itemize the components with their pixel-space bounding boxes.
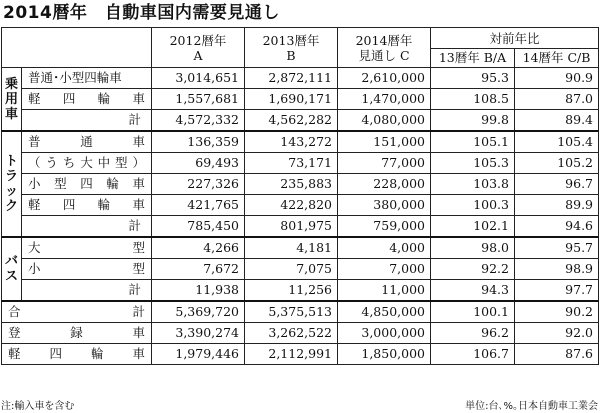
table-row xyxy=(2,344,599,365)
footnote: 注:輸入車を含む xyxy=(1,401,75,412)
row-label-text xyxy=(8,323,145,343)
cell-2012: 5,369,720 xyxy=(152,301,245,323)
row-label-text xyxy=(28,238,145,258)
cell-ratio-13: 100.3 xyxy=(431,195,515,216)
table-row xyxy=(2,131,599,153)
row-label-text xyxy=(28,195,145,215)
cell-2014: 380,000 xyxy=(338,195,431,216)
row-label xyxy=(2,301,152,323)
cell-ratio-14: 90.2 xyxy=(515,301,599,323)
cell-2013: 11,256 xyxy=(245,280,338,302)
table-row xyxy=(2,153,599,174)
cell-ratio-13: 102.1 xyxy=(431,216,515,238)
row-label-char: 大 xyxy=(80,155,93,170)
table-row xyxy=(2,216,599,238)
table-row xyxy=(2,89,599,110)
cell-ratio-14: 87.6 xyxy=(515,344,599,365)
cell-2013: 801,975 xyxy=(245,216,338,238)
row-label-char: 四 xyxy=(80,176,93,191)
cell-2012: 421,765 xyxy=(152,195,245,216)
header-row xyxy=(2,28,599,49)
cell-2013: 2,112,991 xyxy=(245,344,338,365)
row-label xyxy=(22,89,152,110)
cell-2014: 1,470,000 xyxy=(338,89,431,110)
row-label-char: ） xyxy=(132,155,145,170)
cell-2013: 143,272 xyxy=(245,131,338,153)
table-row xyxy=(2,68,599,89)
row-label-text xyxy=(28,174,145,194)
cell-ratio-14: 98.9 xyxy=(515,259,599,280)
cell-2013: 2,872,111 xyxy=(245,68,338,89)
row-label-char: 計 xyxy=(132,304,145,319)
cell-2014: 2,610,000 xyxy=(338,68,431,89)
cell-ratio-13: 96.2 xyxy=(431,323,515,344)
cell-ratio-13: 106.7 xyxy=(431,344,515,365)
table-row xyxy=(2,237,599,259)
cell-2012: 11,938 xyxy=(152,280,245,302)
cell-2014: 151,000 xyxy=(338,131,431,153)
cell-2014: 1,850,000 xyxy=(338,344,431,365)
header-ratio-13: 13暦年 B/A xyxy=(431,49,515,68)
table-row xyxy=(2,301,599,323)
cell-2013: 4,181 xyxy=(245,237,338,259)
cell-2012: 1,979,446 xyxy=(152,344,245,365)
row-label-char: 型 xyxy=(115,155,128,170)
header-2013-line2: B xyxy=(286,47,296,63)
header-2012-line1: 2012暦年 xyxy=(169,32,227,48)
cell-2012: 3,014,651 xyxy=(152,68,245,89)
cell-2012: 4,266 xyxy=(152,237,245,259)
unit-source: 単位:台､%｡日本自動車工業会 xyxy=(465,401,598,412)
row-label xyxy=(22,195,152,216)
cell-ratio-14: 89.9 xyxy=(515,195,599,216)
cell-2012: 7,672 xyxy=(152,259,245,280)
header-ratio-14: 14暦年 C/B xyxy=(515,49,599,68)
row-label: 計 xyxy=(22,110,152,132)
cell-2012: 136,359 xyxy=(152,131,245,153)
row-label: 計 xyxy=(22,216,152,238)
cell-ratio-13: 108.5 xyxy=(431,89,515,110)
row-label-char: 軽 xyxy=(28,197,41,212)
header-2014-line1: 2014暦年 xyxy=(355,32,413,48)
cell-ratio-13: 95.3 xyxy=(431,68,515,89)
row-label-char: 軽 xyxy=(28,91,41,106)
cell-2014: 7,000 xyxy=(338,259,431,280)
cell-2014: 4,000 xyxy=(338,237,431,259)
row-label-char: 車 xyxy=(132,91,145,106)
cell-ratio-14: 105.4 xyxy=(515,131,599,153)
cell-2012: 1,557,681 xyxy=(152,89,245,110)
cell-2013: 3,262,522 xyxy=(245,323,338,344)
row-label xyxy=(22,174,152,195)
cell-2013: 4,562,282 xyxy=(245,110,338,132)
cell-ratio-14: 89.4 xyxy=(515,110,599,132)
row-label-text xyxy=(8,344,145,364)
cell-2013: 73,171 xyxy=(245,153,338,174)
group-passenger: 乗用車 xyxy=(2,68,22,132)
cell-2012: 69,493 xyxy=(152,153,245,174)
cell-2012: 227,326 xyxy=(152,174,245,195)
cell-ratio-14: 96.7 xyxy=(515,174,599,195)
cell-ratio-14: 90.9 xyxy=(515,68,599,89)
row-label-char: 小 xyxy=(28,261,41,276)
row-label xyxy=(2,344,152,365)
row-label xyxy=(22,131,152,153)
cell-2014: 4,850,000 xyxy=(338,301,431,323)
cell-2013: 422,820 xyxy=(245,195,338,216)
table-row xyxy=(2,323,599,344)
row-label-char: 車 xyxy=(132,134,145,149)
row-label-char: ち xyxy=(62,155,76,170)
row-label-char: 録 xyxy=(70,325,83,340)
header-2013 xyxy=(245,28,338,68)
row-label-char: 輪 xyxy=(90,346,104,361)
cell-2013: 1,690,171 xyxy=(245,89,338,110)
header-2014-line2: 見通し C xyxy=(358,47,410,63)
row-label-char: 中 xyxy=(97,155,111,170)
cell-ratio-14: 105.2 xyxy=(515,153,599,174)
row-label-char: （ xyxy=(28,155,41,170)
cell-2012: 4,572,332 xyxy=(152,110,245,132)
row-label-char: 四 xyxy=(62,91,76,106)
header-corner xyxy=(2,28,152,68)
cell-ratio-13: 105.1 xyxy=(431,131,515,153)
table-row xyxy=(2,195,599,216)
cell-2014: 3,000,000 xyxy=(338,323,431,344)
cell-2014: 759,000 xyxy=(338,216,431,238)
row-label-text xyxy=(28,132,145,152)
row-label-text xyxy=(28,259,145,279)
row-label-char: う xyxy=(45,155,58,170)
cell-ratio-14: 92.0 xyxy=(515,323,599,344)
cell-ratio-13: 105.3 xyxy=(431,153,515,174)
header-2014 xyxy=(338,28,431,68)
row-label xyxy=(22,259,152,280)
cell-ratio-13: 103.8 xyxy=(431,174,515,195)
row-label-char: 輪 xyxy=(97,197,111,212)
cell-ratio-13: 92.2 xyxy=(431,259,515,280)
row-label-text xyxy=(28,153,145,173)
row-label-char: 通 xyxy=(80,134,93,149)
row-label-char: 型 xyxy=(54,176,67,191)
cell-ratio-13: 98.0 xyxy=(431,237,515,259)
cell-ratio-14: 94.6 xyxy=(515,216,599,238)
row-label xyxy=(22,237,152,259)
row-label-char: 普 xyxy=(28,134,41,149)
cell-2012: 785,450 xyxy=(152,216,245,238)
cell-2014: 77,000 xyxy=(338,153,431,174)
header-2013-line1: 2013暦年 xyxy=(262,32,320,48)
row-label: 計 xyxy=(22,280,152,302)
row-label-char: 車 xyxy=(132,197,145,212)
row-label xyxy=(22,153,152,174)
cell-ratio-13: 100.1 xyxy=(431,301,515,323)
header-2012-line2: A xyxy=(193,47,203,63)
header-ratio-group: 対前年比 xyxy=(431,28,599,49)
cell-2014: 4,080,000 xyxy=(338,110,431,132)
cell-2014: 228,000 xyxy=(338,174,431,195)
row-label-char: 登 xyxy=(8,325,21,340)
cell-ratio-14: 87.0 xyxy=(515,89,599,110)
header-2012 xyxy=(152,28,245,68)
row-label-char: 輪 xyxy=(106,176,119,191)
row-label-char: 四 xyxy=(49,346,62,361)
row-label-char: 車 xyxy=(132,346,145,361)
row-label-text xyxy=(28,89,145,109)
row-label-char: 車 xyxy=(132,176,145,191)
row-label-char: 小 xyxy=(28,176,41,191)
row-label-text xyxy=(8,302,145,322)
table-row xyxy=(2,259,599,280)
cell-2013: 5,375,513 xyxy=(245,301,338,323)
row-label-char: 型 xyxy=(132,261,145,276)
cell-2013: 235,883 xyxy=(245,174,338,195)
cell-ratio-14: 95.7 xyxy=(515,237,599,259)
row-label xyxy=(2,323,152,344)
group-bus: バス xyxy=(2,237,22,301)
row-label-char: 車 xyxy=(132,325,145,340)
row-label: 普通･小型四輪車 xyxy=(22,68,152,89)
cell-2012: 3,390,274 xyxy=(152,323,245,344)
cell-2013: 7,075 xyxy=(245,259,338,280)
group-truck: トラック xyxy=(2,131,22,237)
cell-ratio-13: 94.3 xyxy=(431,280,515,302)
demand-table xyxy=(1,27,599,365)
row-label-char: 軽 xyxy=(8,346,21,361)
page-title: 2014暦年 自動車国内需要見通し xyxy=(3,3,280,23)
cell-2014: 11,000 xyxy=(338,280,431,302)
row-label-char: 型 xyxy=(132,240,145,255)
cell-ratio-13: 99.8 xyxy=(431,110,515,132)
table-row xyxy=(2,280,599,302)
row-label-char: 輪 xyxy=(97,91,111,106)
row-label-char: 合 xyxy=(8,304,21,319)
row-label-char: 大 xyxy=(28,240,41,255)
cell-ratio-14: 97.7 xyxy=(515,280,599,302)
table-row xyxy=(2,110,599,132)
row-label-char: 四 xyxy=(62,197,76,212)
table-row xyxy=(2,174,599,195)
